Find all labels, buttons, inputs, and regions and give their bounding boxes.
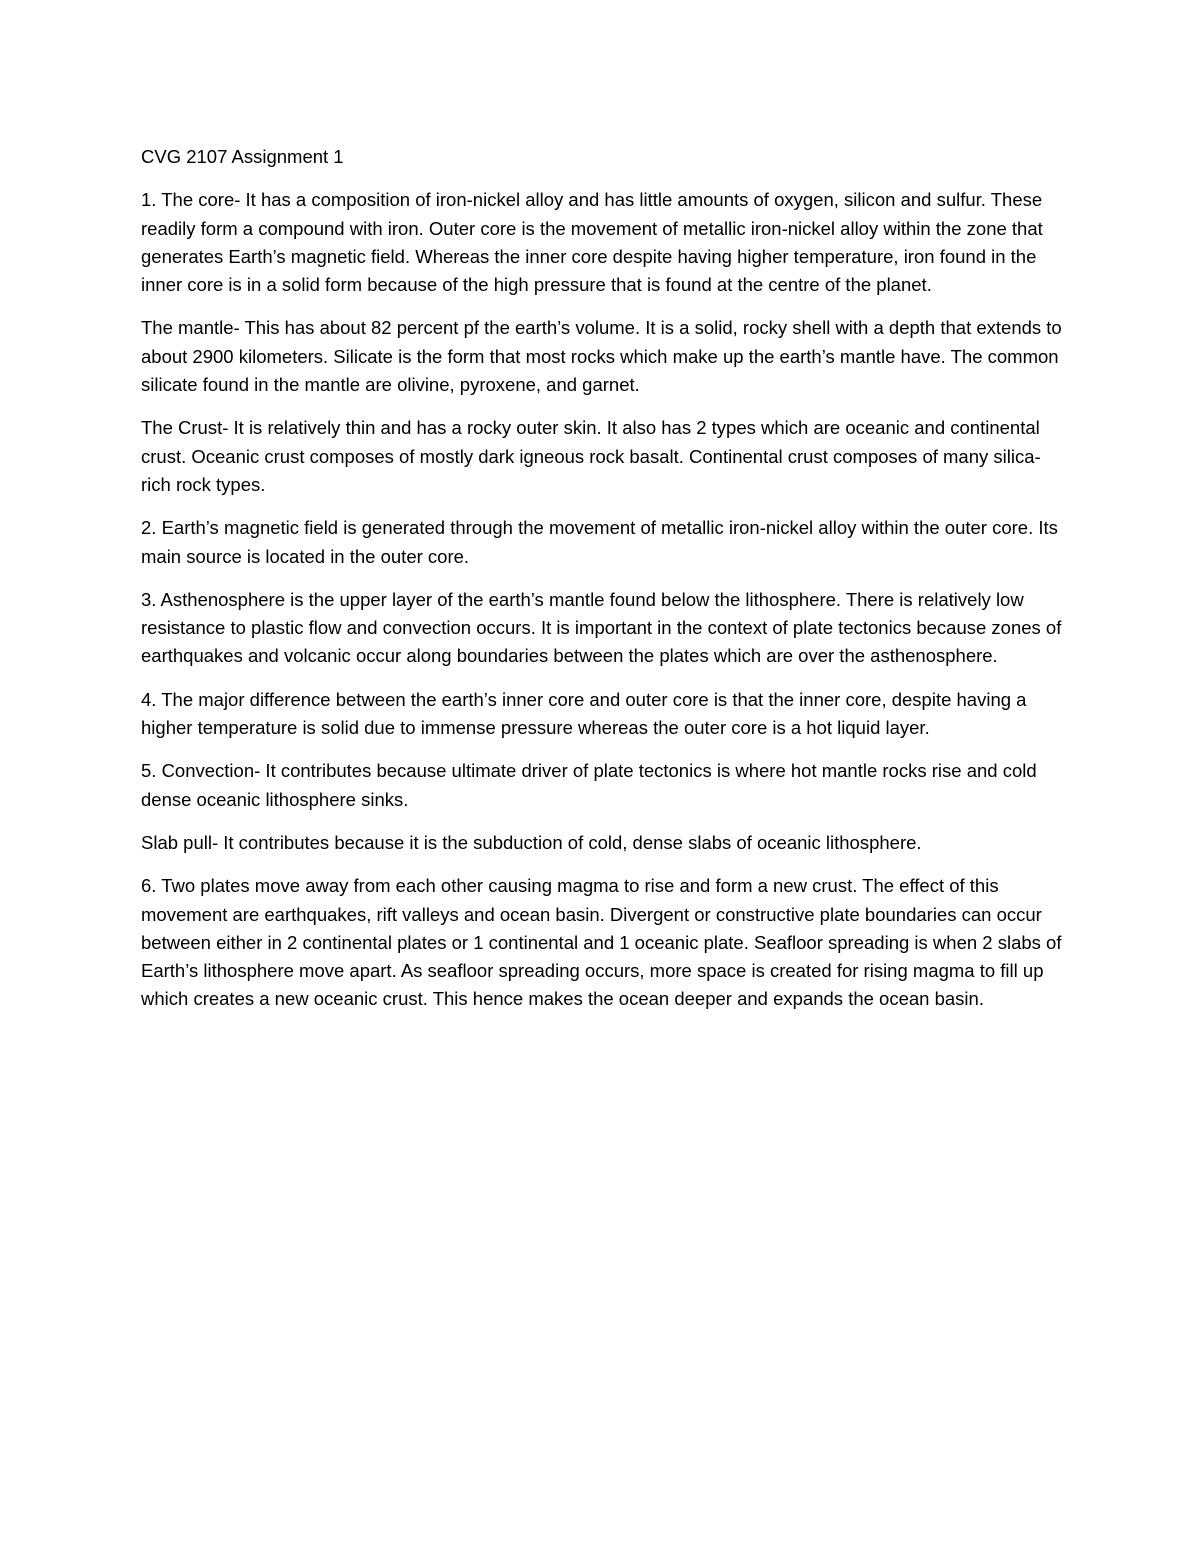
document-title: CVG 2107 Assignment 1 <box>141 146 344 167</box>
paragraph-core-difference: 4. The major difference between the earth’s inner core and outer core is that the inner core, despite having a higher temperature is solid due to immense pressure whereas the outer core is a hot liquid layer. <box>141 688 1027 739</box>
paragraph-magnetic-field: 2. Earth’s magnetic field is generated through the movement of metallic iron-nickel alloy within the outer core. Its main source is located in the outer core. <box>141 517 1058 567</box>
paragraph-mantle: The mantle- This has about 82 percent pf the earth’s volume. It is a solid, rocky shell with a depth that extends to about 2900 kilometers. Silicate is the form that most rocks which make up the earth’s mantle have. The common silicate found in the mantle are olivine, pyroxene, and garnet. <box>141 317 1062 396</box>
paragraph-slab-pull: Slab pull- It contributes because it is the subduction of cold, dense slabs of oceanic lithosphere. <box>141 831 922 853</box>
paragraph-asthenosphere: 3. Asthenosphere is the upper layer of the earth’s mantle found below the lithosphere. There is relatively low resistance to plastic flow and convection occurs. It is important in the context of plate tectonics because zones of earthquakes and volcanic occur along boundaries between the plates which are over the asthenosphere. <box>141 588 1062 667</box>
document-body <box>141 143 1063 1029</box>
paragraph-divergent-boundaries: 6. Two plates move away from each other causing magma to rise and form a new crust. The effect of this movement are earthquakes, rift valleys and ocean basin. Divergent or constructive plate boundaries can occur between either in 2 continental plates or 1 continental and 1 oceanic plate. Seafloor spreading is when 2 slabs of Earth’s lithosphere move apart. As seafloor spreading occurs, more space is created for rising magma to fill up which creates a new oceanic crust. This hence makes the ocean deeper and expands the ocean basin. <box>141 875 1062 1010</box>
paragraph-crust: The Crust- It is relatively thin and has a rocky outer skin. It also has 2 types which are oceanic and continental crust. Oceanic crust composes of mostly dark igneous rock basalt. Continental crust composes of many silica-rich rock types. <box>141 417 1041 495</box>
paragraph-convection: 5. Convection- It contributes because ultimate driver of plate tectonics is where hot mantle rocks rise and cold dense oceanic lithosphere sinks. <box>141 760 1037 810</box>
paragraph-core: 1. The core- It has a composition of iron-nickel alloy and has little amounts of oxygen, silicon and sulfur. These readily form a compound with iron. Outer core is the movement of metallic iron-nickel alloy within the zone that generates Earth’s magnetic field. Whereas the inner core despite having higher temperature, iron found in the inner core is in a solid form because of the high pressure that is found at the centre of the planet. <box>141 189 1043 296</box>
